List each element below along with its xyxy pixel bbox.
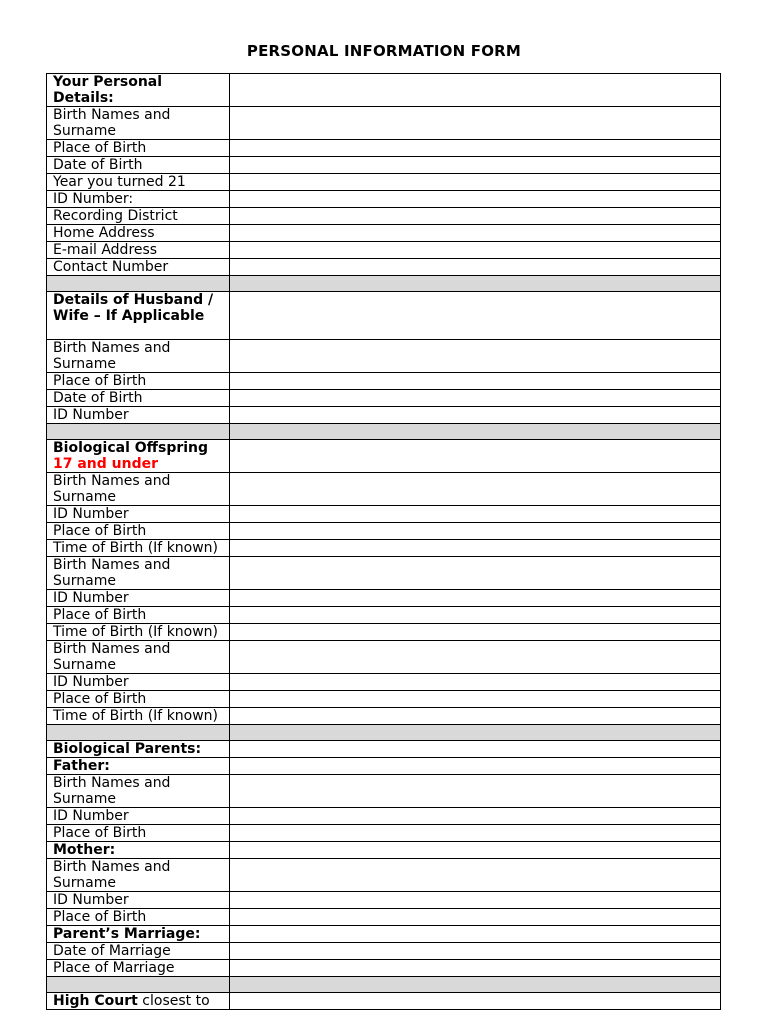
field-label: Birth Names and Surname: [47, 859, 230, 892]
value-cell[interactable]: [230, 960, 721, 977]
field-label: Place of Birth: [47, 140, 230, 157]
separator-cell: [47, 725, 230, 741]
field-label: Time of Birth (If known): [47, 624, 230, 641]
value-cell[interactable]: [230, 259, 721, 276]
value-cell[interactable]: [230, 758, 721, 775]
value-cell[interactable]: [230, 557, 721, 590]
value-cell[interactable]: [230, 943, 721, 960]
separator-row: [47, 725, 721, 741]
table-row: [47, 624, 721, 641]
value-cell[interactable]: [230, 292, 721, 340]
form-title: PERSONAL INFORMATION FORM: [246, 42, 522, 60]
table-row: [47, 242, 721, 259]
field-label: Place of Birth: [47, 523, 230, 540]
table-row: [47, 208, 721, 225]
separator-cell: [230, 977, 721, 993]
value-cell[interactable]: [230, 993, 721, 1010]
value-cell[interactable]: [230, 607, 721, 624]
table-row: [47, 225, 721, 242]
field-label: Birth Names and Surname: [47, 340, 230, 373]
table-row: [47, 557, 721, 590]
table-row: [47, 340, 721, 373]
field-label: Date of Birth: [47, 157, 230, 174]
field-label: Contact Number: [47, 259, 230, 276]
personal-information-table: [46, 73, 721, 1010]
field-label: Place of Marriage: [47, 960, 230, 977]
field-label: ID Number:: [47, 191, 230, 208]
field-label: Birth Names and Surname: [47, 107, 230, 140]
table-row: [47, 191, 721, 208]
value-cell[interactable]: [230, 440, 721, 473]
value-cell[interactable]: [230, 775, 721, 808]
value-cell[interactable]: [230, 407, 721, 424]
value-cell[interactable]: [230, 859, 721, 892]
field-label: ID Number: [47, 808, 230, 825]
field-label: ID Number: [47, 506, 230, 523]
separator-cell: [47, 424, 230, 440]
field-label: Home Address: [47, 225, 230, 242]
field-label: Place of Birth: [47, 909, 230, 926]
table-row: [47, 607, 721, 624]
subheading-row: [47, 926, 721, 943]
table-row: [47, 943, 721, 960]
field-label: E-mail Address: [47, 242, 230, 259]
section-heading-offspring: [47, 440, 230, 473]
section-heading-row: [47, 993, 721, 1010]
subheading-mother: Mother:: [47, 842, 230, 859]
section-heading-row: [47, 440, 721, 473]
field-label: Place of Birth: [47, 691, 230, 708]
value-cell[interactable]: [230, 225, 721, 242]
value-cell[interactable]: [230, 842, 721, 859]
field-label: Birth Names and Surname: [47, 641, 230, 674]
section-heading-court: [47, 993, 230, 1010]
table-row: [47, 960, 721, 977]
field-label: ID Number: [47, 407, 230, 424]
separator-row: [47, 424, 721, 440]
offspring-heading-text: Biological Offspring: [53, 440, 209, 456]
table-row: [47, 506, 721, 523]
table-row: [47, 157, 721, 174]
field-label: ID Number: [47, 892, 230, 909]
field-label: Date of Marriage: [47, 943, 230, 960]
table-row: [47, 775, 721, 808]
table-row: [47, 691, 721, 708]
field-label: Birth Names and Surname: [47, 557, 230, 590]
table-row: [47, 540, 721, 557]
separator-cell: [230, 725, 721, 741]
value-cell[interactable]: [230, 340, 721, 373]
value-cell[interactable]: [230, 741, 721, 758]
field-label: ID Number: [47, 590, 230, 607]
value-cell[interactable]: [230, 825, 721, 842]
value-cell[interactable]: [230, 74, 721, 107]
section-heading-row: [47, 292, 721, 340]
value-cell[interactable]: [230, 373, 721, 390]
separator-cell: [47, 276, 230, 292]
section-heading-spouse: Details of Husband / Wife – If Applicable: [47, 292, 230, 340]
value-cell[interactable]: [230, 808, 721, 825]
value-cell[interactable]: [230, 909, 721, 926]
offspring-age-note: 17 and under: [53, 456, 159, 472]
field-label: Birth Names and Surname: [47, 775, 230, 808]
value-cell[interactable]: [230, 523, 721, 540]
value-cell[interactable]: [230, 107, 721, 140]
table-row: [47, 523, 721, 540]
section-heading-row: [47, 74, 721, 107]
table-row: [47, 909, 721, 926]
section-heading-parents: Biological Parents:: [47, 741, 230, 758]
subheading-parents-marriage: Parent’s Marriage:: [47, 926, 230, 943]
table-row: [47, 373, 721, 390]
value-cell[interactable]: [230, 892, 721, 909]
field-label: Time of Birth (If known): [47, 540, 230, 557]
value-cell[interactable]: [230, 641, 721, 674]
value-cell[interactable]: [230, 506, 721, 523]
value-cell[interactable]: [230, 590, 721, 607]
value-cell[interactable]: [230, 926, 721, 943]
value-cell[interactable]: [230, 390, 721, 407]
separator-cell: [47, 977, 230, 993]
value-cell[interactable]: [230, 174, 721, 191]
field-label: Year you turned 21: [47, 174, 230, 191]
table-row: [47, 259, 721, 276]
court-heading-rest: closest to: [137, 993, 210, 1009]
value-cell[interactable]: [230, 157, 721, 174]
value-cell[interactable]: [230, 674, 721, 691]
value-cell[interactable]: [230, 242, 721, 259]
value-cell[interactable]: [230, 208, 721, 225]
section-heading-personal: Your Personal Details:: [47, 74, 230, 107]
table-row: [47, 859, 721, 892]
value-cell[interactable]: [230, 540, 721, 557]
field-label: Date of Birth: [47, 390, 230, 407]
value-cell[interactable]: [230, 708, 721, 725]
table-row: [47, 825, 721, 842]
subheading-row: [47, 842, 721, 859]
value-cell[interactable]: [230, 624, 721, 641]
field-label: Recording District: [47, 208, 230, 225]
table-row: [47, 590, 721, 607]
table-row: [47, 892, 721, 909]
table-row: [47, 708, 721, 725]
table-row: [47, 473, 721, 506]
value-cell[interactable]: [230, 691, 721, 708]
separator-cell: [230, 424, 721, 440]
field-label: Place of Birth: [47, 825, 230, 842]
field-label: ID Number: [47, 674, 230, 691]
separator-row: [47, 276, 721, 292]
field-label: Birth Names and Surname: [47, 473, 230, 506]
field-label: Place of Birth: [47, 607, 230, 624]
table-row: [47, 407, 721, 424]
section-heading-row: [47, 741, 721, 758]
value-cell[interactable]: [230, 473, 721, 506]
separator-row: [47, 977, 721, 993]
value-cell[interactable]: [230, 191, 721, 208]
field-label: Place of Birth: [47, 373, 230, 390]
table-row: [47, 174, 721, 191]
table-row: [47, 390, 721, 407]
court-heading-bold: High Court: [53, 993, 138, 1009]
table-row: [47, 107, 721, 140]
table-row: [47, 808, 721, 825]
subheading-father: Father:: [47, 758, 230, 775]
table-row: [47, 674, 721, 691]
subheading-row: [47, 758, 721, 775]
field-label: Time of Birth (If known): [47, 708, 230, 725]
table-row: [47, 641, 721, 674]
value-cell[interactable]: [230, 140, 721, 157]
separator-cell: [230, 276, 721, 292]
table-row: [47, 140, 721, 157]
